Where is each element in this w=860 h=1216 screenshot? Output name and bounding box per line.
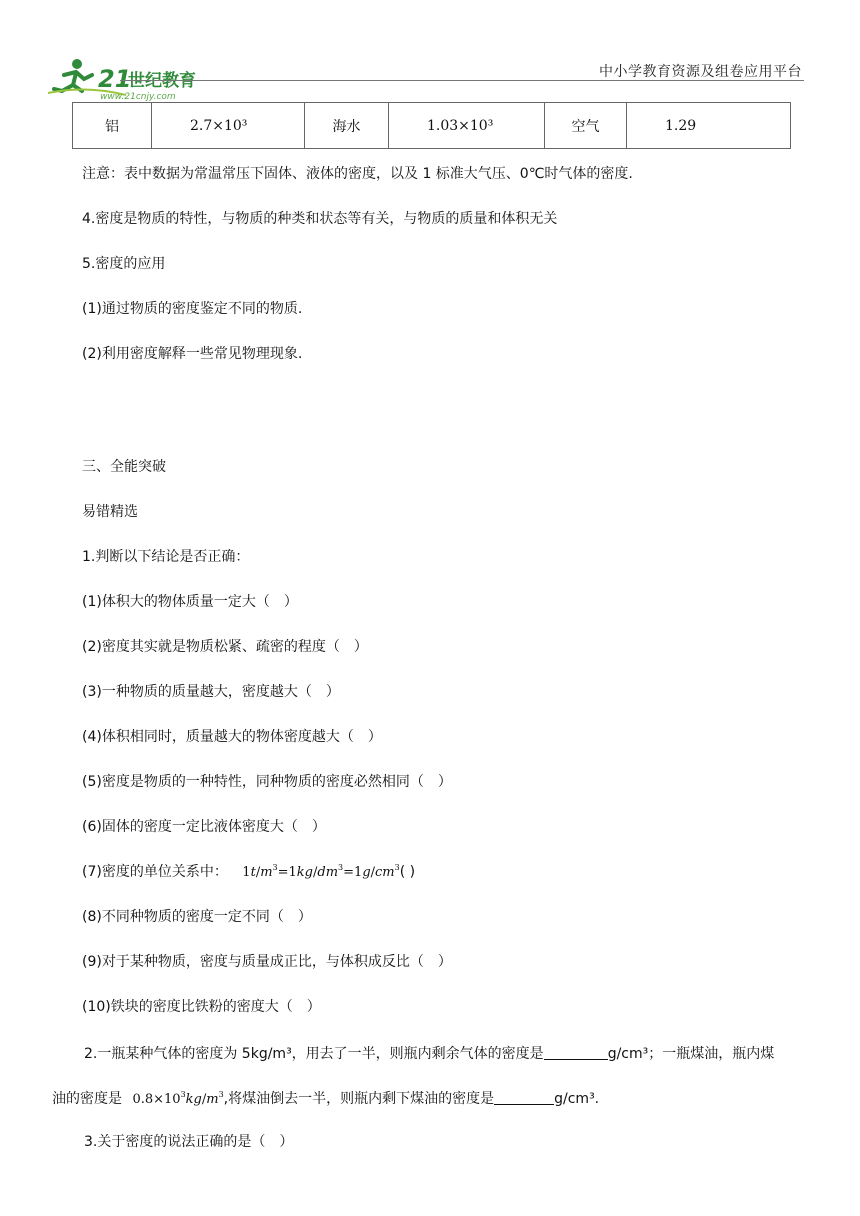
question-1-item: (8)不同种物质的密度一定不同（ ） — [82, 909, 312, 925]
svg-text:世纪教育: 世纪教育 — [128, 71, 196, 91]
question-1-item: (6)固体的密度一定比液体密度大（ ） — [82, 819, 326, 835]
paragraph-5-2: (2)利用密度解释一些常见物理现象. — [82, 346, 303, 362]
runner-logo-icon — [46, 55, 216, 103]
table-cell-density: 1.29 — [627, 103, 791, 149]
question-2-line-2 — [52, 1088, 599, 1108]
question-2-part-2: 油的密度是 — [52, 1091, 122, 1107]
table-note: 注意：表中数据为常温常压下固体、液体的密度，以及 1 标准大气压、0℃时气体的密度. — [82, 166, 633, 182]
question-2-part-3: ,将煤油倒去一半，则瓶内剩下煤油的密度是 — [223, 1091, 495, 1107]
platform-name: 中小学教育资源及组卷应用平台 — [599, 64, 802, 80]
svg-text:www.21cnjy.com: www.21cnjy.com — [100, 92, 176, 102]
table-cell-material: 海水 — [305, 103, 389, 149]
question-1-item-7 — [82, 861, 415, 881]
density-table — [72, 102, 791, 149]
page-header — [0, 0, 860, 100]
site-logo — [46, 55, 216, 103]
question-1-item: (5)密度是物质的一种特性，同种物质的密度必然相同（ ） — [82, 774, 452, 790]
question-2-line-1 — [84, 1043, 808, 1063]
question-1-item: (2)密度其实就是物质松紧、疏密的程度（ ） — [82, 639, 368, 655]
header-divider — [120, 80, 804, 81]
question-1-item: (1)体积大的物体质量一定大（ ） — [82, 594, 298, 610]
question-1-item: (9)对于某种物质，密度与质量成正比，与体积成反比（ ） — [82, 954, 452, 970]
paragraph-5-1: (1)通过物质的密度鉴定不同的物质. — [82, 301, 303, 317]
table-cell-density: 2.7×10³ — [152, 103, 305, 149]
question-1-item: (3)一种物质的质量越大，密度越大（ ） — [82, 684, 340, 700]
paragraph-4: 4.密度是物质的特性，与物质的种类和状态等有关，与物质的质量和体积无关 — [82, 211, 558, 227]
question-2-unit-2: g/cm³. — [554, 1091, 600, 1107]
question-1-stem: 1.判断以下结论是否正确： — [82, 549, 250, 565]
answer-blank-2[interactable] — [494, 1090, 554, 1105]
svg-text:21: 21 — [98, 65, 132, 93]
question-2-part-1: 2.一瓶某种气体的密度为 5kg/m³，用去了一半，则瓶内剩余气体的密度是 — [84, 1046, 544, 1062]
paragraph-5: 5.密度的应用 — [82, 256, 166, 272]
section-subtitle: 易错精选 — [82, 504, 138, 520]
kerosene-density-formula: $0.8\times 10^3kg/m^3$ — [132, 1090, 224, 1107]
unit-relation-formula: $1t/m^3=1kg/dm^3=1g/cm^3$ — [242, 863, 400, 880]
question-1-item: (4)体积相同时，质量越大的物体密度越大（ ） — [82, 729, 382, 745]
answer-blank-1[interactable] — [544, 1045, 608, 1060]
table-cell-material: 铝 — [73, 103, 152, 149]
table-row — [73, 103, 791, 149]
question-2-unit-1: g/cm³；一瓶煤油，瓶内煤 — [607, 1046, 775, 1062]
section-title: 三、全能突破 — [82, 459, 166, 475]
question-1-item: (10)铁块的密度比铁粉的密度大（ ） — [82, 999, 321, 1015]
question-3-stem: 3.关于密度的说法正确的是（ ） — [84, 1134, 294, 1150]
table-cell-material: 空气 — [545, 103, 627, 149]
item-7-prefix: (7)密度的单位关系中： — [82, 864, 228, 880]
item-7-suffix: ( ) — [399, 864, 416, 880]
table-cell-density: 1.03×10³ — [389, 103, 545, 149]
